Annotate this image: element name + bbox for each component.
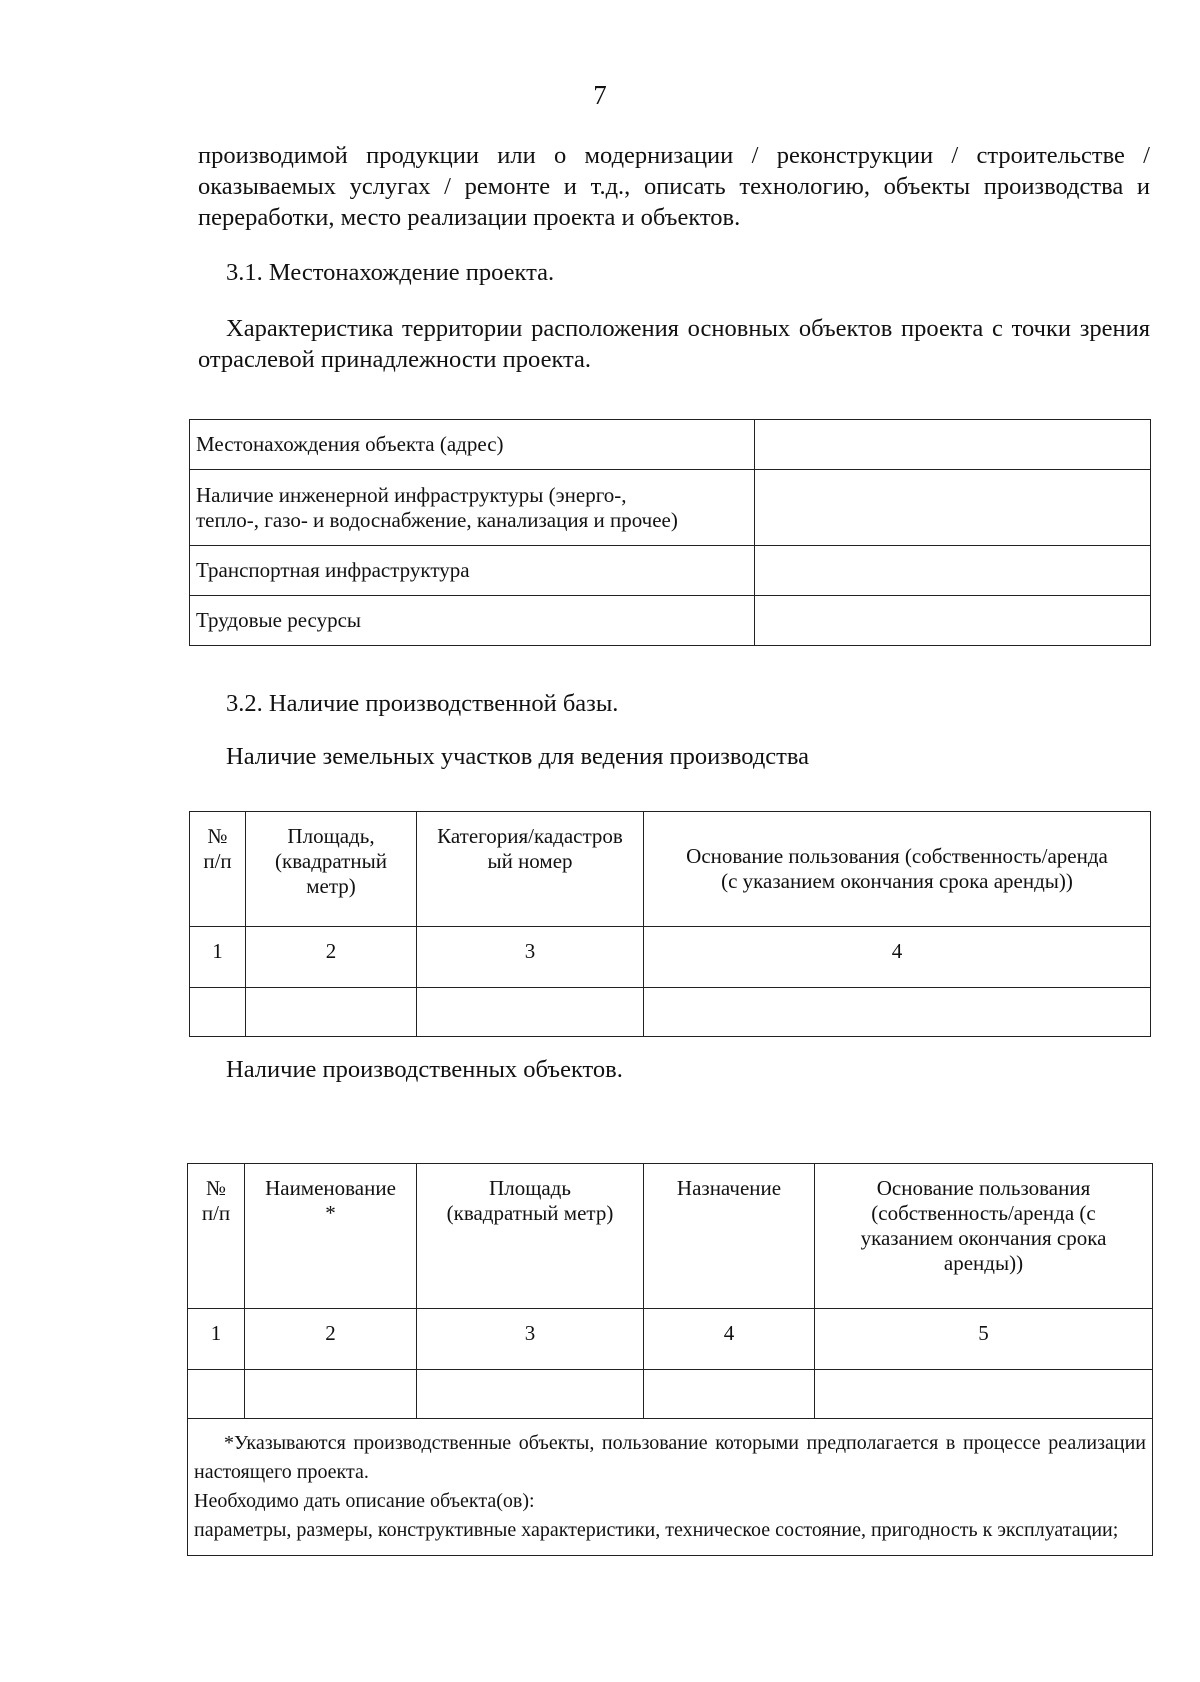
obj-col-name-header-line1: Наименование bbox=[265, 1176, 396, 1200]
land-num-4: 4 bbox=[644, 927, 1151, 988]
intro-paragraph: производимой продукции или о модернизации / реконструкции / строительстве / оказываемых услугах / ремонте и т.д., описать технологию, объекты производства и переработки, место реализации проекта и объектов. bbox=[198, 142, 1150, 231]
table-cell bbox=[417, 1370, 644, 1419]
objects-footnote bbox=[188, 1419, 1153, 1556]
obj-col-number-header-line2: п/п bbox=[201, 1201, 231, 1225]
table-row bbox=[190, 546, 1151, 596]
table-row bbox=[190, 470, 1151, 546]
obj-col-purpose-header-line1: Назначение bbox=[676, 1176, 782, 1200]
obj-num-2: 2 bbox=[245, 1309, 417, 1370]
land-num-3: 3 bbox=[417, 927, 644, 988]
obj-num-5: 5 bbox=[815, 1309, 1153, 1370]
table-cell bbox=[246, 988, 417, 1037]
land-col-area-header-line1: Площадь, bbox=[287, 824, 375, 848]
land-num-2: 2 bbox=[246, 927, 417, 988]
land-col-number-header-line1: № bbox=[207, 824, 228, 848]
table-row bbox=[190, 988, 1151, 1037]
table-cell bbox=[188, 1370, 245, 1419]
labor-resources-label: Трудовые ресурсы bbox=[190, 596, 755, 646]
section-3-2-heading: 3.2. Наличие производственной базы. bbox=[226, 690, 619, 717]
obj-col-purpose-header bbox=[644, 1164, 815, 1309]
obj-col-basis-header-line4: аренды)) bbox=[943, 1251, 1024, 1275]
land-col-number-header-line2: п/п bbox=[203, 849, 232, 873]
table-cell bbox=[417, 988, 644, 1037]
land-col-category-header-line1: Категория/кадастров bbox=[437, 824, 623, 848]
table-cell bbox=[644, 1370, 815, 1419]
location-address-value bbox=[755, 420, 1151, 470]
land-plots-table bbox=[189, 811, 1151, 1037]
table-row bbox=[190, 596, 1151, 646]
footnote-line3: параметры, размеры, конструктивные характеристики, техническое состояние, пригодность к эксплуатации; bbox=[194, 1519, 1119, 1541]
engineering-infrastructure-label-line2: тепло-, газо- и водоснабжение, канализация и прочее) bbox=[196, 507, 678, 532]
obj-col-area-header bbox=[417, 1164, 644, 1309]
obj-col-basis-header bbox=[815, 1164, 1153, 1309]
engineering-infrastructure-label bbox=[190, 470, 755, 546]
production-objects-table bbox=[187, 1163, 1153, 1556]
location-table bbox=[189, 419, 1151, 646]
table-cell bbox=[815, 1370, 1153, 1419]
labor-resources-value bbox=[755, 596, 1151, 646]
land-plots-heading: Наличие земельных участков для ведения производства bbox=[226, 743, 809, 770]
table-cell bbox=[190, 988, 246, 1037]
land-col-area-header-line2: (квадратный bbox=[275, 849, 387, 873]
table-row bbox=[190, 927, 1151, 988]
obj-num-4: 4 bbox=[644, 1309, 815, 1370]
land-col-basis-header-line1: Основание пользования (собственность/аренда bbox=[686, 844, 1108, 868]
obj-col-name-header bbox=[245, 1164, 417, 1309]
obj-col-basis-header-line2: (собственность/аренда (с bbox=[871, 1201, 1096, 1225]
engineering-infrastructure-label-line1: Наличие инженерной инфраструктуры (энерго-, bbox=[196, 482, 627, 507]
table-footnote-row bbox=[188, 1419, 1153, 1556]
land-num-1: 1 bbox=[190, 927, 246, 988]
land-col-basis-header bbox=[644, 812, 1151, 927]
transport-infrastructure-label: Транспортная инфраструктура bbox=[190, 546, 755, 596]
engineering-infrastructure-value bbox=[755, 470, 1151, 546]
obj-col-name-header-line2: * bbox=[325, 1201, 336, 1225]
land-col-category-header bbox=[417, 812, 644, 927]
obj-col-area-header-line1: Площадь bbox=[489, 1176, 571, 1200]
obj-col-basis-header-line1: Основание пользования bbox=[876, 1176, 1091, 1200]
land-col-category-header-line2: ый номер bbox=[487, 849, 573, 873]
land-col-basis-header-line2: (с указанием окончания срока аренды)) bbox=[721, 869, 1073, 893]
table-cell bbox=[245, 1370, 417, 1419]
obj-col-number-header-line1: № bbox=[205, 1176, 227, 1200]
obj-col-number-header bbox=[188, 1164, 245, 1309]
obj-num-1: 1 bbox=[188, 1309, 245, 1370]
footnote-line1: *Указываются производственные объекты, пользование которыми предполагается в процессе реализации настоящего проекта. bbox=[194, 1432, 1146, 1483]
page-number: 7 bbox=[593, 80, 607, 110]
table-row bbox=[190, 420, 1151, 470]
land-col-area-header bbox=[246, 812, 417, 927]
obj-col-area-header-line2: (квадратный метр) bbox=[446, 1201, 614, 1225]
section-3-1-heading: 3.1. Местонахождение проекта. bbox=[226, 259, 555, 286]
table-header-row bbox=[190, 812, 1151, 927]
obj-num-3: 3 bbox=[417, 1309, 644, 1370]
table-header-row bbox=[188, 1164, 1153, 1309]
table-row bbox=[188, 1309, 1153, 1370]
obj-col-basis-header-line3: указанием окончания срока bbox=[860, 1226, 1107, 1250]
production-objects-heading: Наличие производственных объектов. bbox=[226, 1056, 623, 1083]
table-cell bbox=[644, 988, 1151, 1037]
land-col-number-header bbox=[190, 812, 246, 927]
location-address-label: Местонахождения объекта (адрес) bbox=[190, 420, 755, 470]
table-row bbox=[188, 1370, 1153, 1419]
footnote-line2: Необходимо дать описание объекта(ов): bbox=[194, 1490, 535, 1512]
transport-infrastructure-value bbox=[755, 546, 1151, 596]
land-col-area-header-line3: метр) bbox=[306, 874, 356, 898]
section-3-1-description: Характеристика территории расположения основных объектов проекта с точки зрения отраслевой принадлежности проекта. bbox=[198, 315, 1150, 373]
